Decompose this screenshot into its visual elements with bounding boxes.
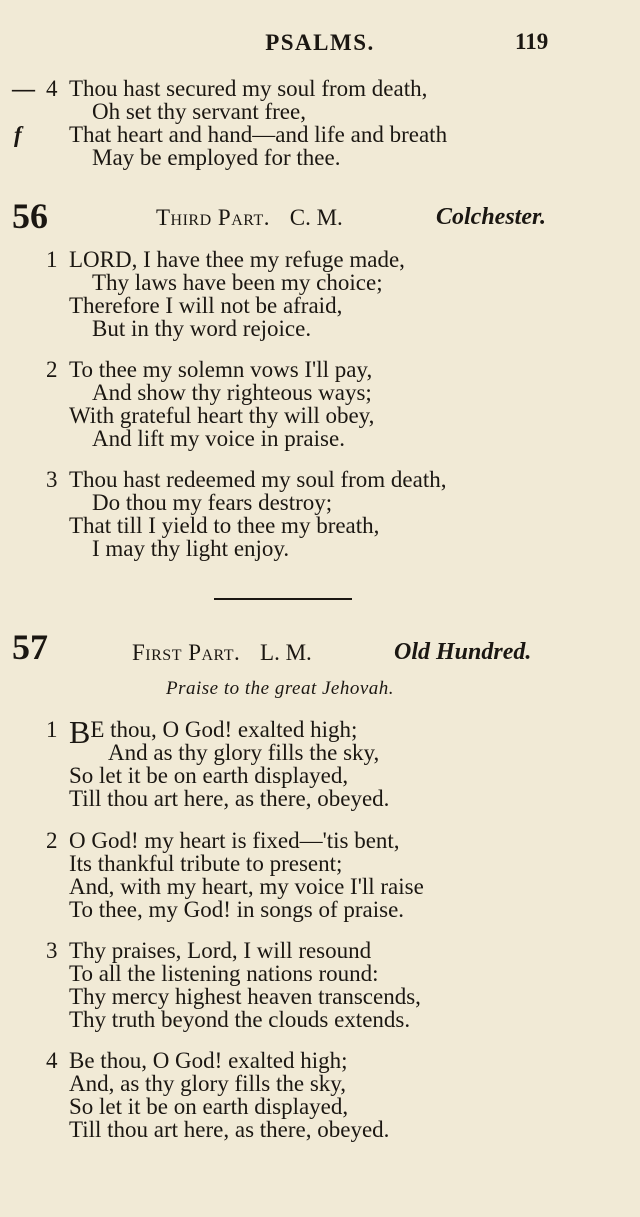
psalm-heading [156, 205, 343, 231]
verse-line: Till thou art here, as there, obeyed. [69, 786, 390, 811]
verse-line: To all the listening nations round: [69, 961, 379, 986]
psalm-number: 57 [12, 627, 48, 667]
verse-number: 1 [46, 717, 58, 742]
verse-line-rest: E thou, O God! exalted high; [90, 717, 358, 742]
verse-line: O God! my heart is fixed—'tis bent, [69, 828, 400, 853]
verse-line: And lift my voice in praise. [92, 426, 345, 451]
tune-name: Colchester. [436, 204, 547, 230]
verse-line: Thou hast redeemed my soul from death, [69, 467, 447, 492]
psalm-subtitle: Praise to the great Jehovah. [165, 678, 395, 699]
psalm-number: 56 [12, 196, 48, 236]
tune-name: Old Hundred. [394, 639, 532, 665]
verse-line: So let it be on earth displayed, [69, 763, 349, 788]
verse-line: To thee, my God! in songs of praise. [69, 897, 405, 922]
verse-number: 3 [46, 467, 58, 492]
part-label: First Part. [132, 640, 241, 665]
verse-line: LORD, I have thee my refuge made, [69, 247, 405, 272]
verse-line: But in thy word rejoice. [92, 316, 312, 341]
verse-line: Oh set thy servant free, [92, 99, 306, 124]
forte-mark: f [14, 122, 22, 147]
verse-line: I may thy light enjoy. [92, 536, 290, 561]
verse-line: And, as thy glory fills the sky, [69, 1071, 347, 1096]
verse-line: Therefore I will not be afraid, [69, 293, 343, 318]
verse-line: And, with my heart, my voice I'll raise [69, 874, 424, 899]
verse-line: Thy mercy highest heaven transcends, [69, 984, 421, 1009]
verse-line: And as thy glory fills the sky, [108, 740, 380, 765]
verse-number: 1 [46, 247, 58, 272]
verse-line: Thou hast secured my soul from death, [69, 76, 428, 101]
verse-line: Do thou my fears destroy; [92, 490, 333, 515]
verse-line: Thy truth beyond the clouds extends. [69, 1007, 411, 1032]
verse-line: So let it be on earth displayed, [69, 1094, 349, 1119]
verse-line: And show thy righteous ways; [92, 380, 372, 405]
continuation-dash: — [12, 76, 35, 101]
running-head: PSALMS. [265, 30, 375, 55]
verse-line: Till thou art here, as there, obeyed. [69, 1117, 390, 1142]
verse-line: Its thankful tribute to present; [69, 851, 343, 876]
verse-number: 4 [46, 1048, 58, 1073]
drop-cap: B [69, 714, 91, 750]
verse-number: 4 [46, 76, 58, 101]
verse-line: May be employed for thee. [92, 145, 341, 170]
section-divider [214, 598, 352, 600]
meter-label: C. M. [289, 205, 343, 230]
page-number: 119 [515, 29, 549, 54]
verse-line: Be thou, O God! exalted high; [69, 1048, 348, 1073]
verse-line: That till I yield to thee my breath, [69, 513, 380, 538]
psalm-heading [132, 640, 312, 666]
verse-line: Thy laws have been my choice; [92, 270, 383, 295]
verse-line: That heart and hand—and life and breath [69, 122, 448, 147]
verse-number: 3 [46, 938, 58, 963]
verse-line: Thy praises, Lord, I will resound [69, 938, 372, 963]
verse-number: 2 [46, 828, 58, 853]
verse-line: To thee my solemn vows I'll pay, [69, 357, 373, 382]
part-label: Third Part. [156, 205, 270, 230]
meter-label: L. M. [260, 640, 312, 665]
verse-line: With grateful heart thy will obey, [69, 403, 375, 428]
verse-number: 2 [46, 357, 58, 382]
